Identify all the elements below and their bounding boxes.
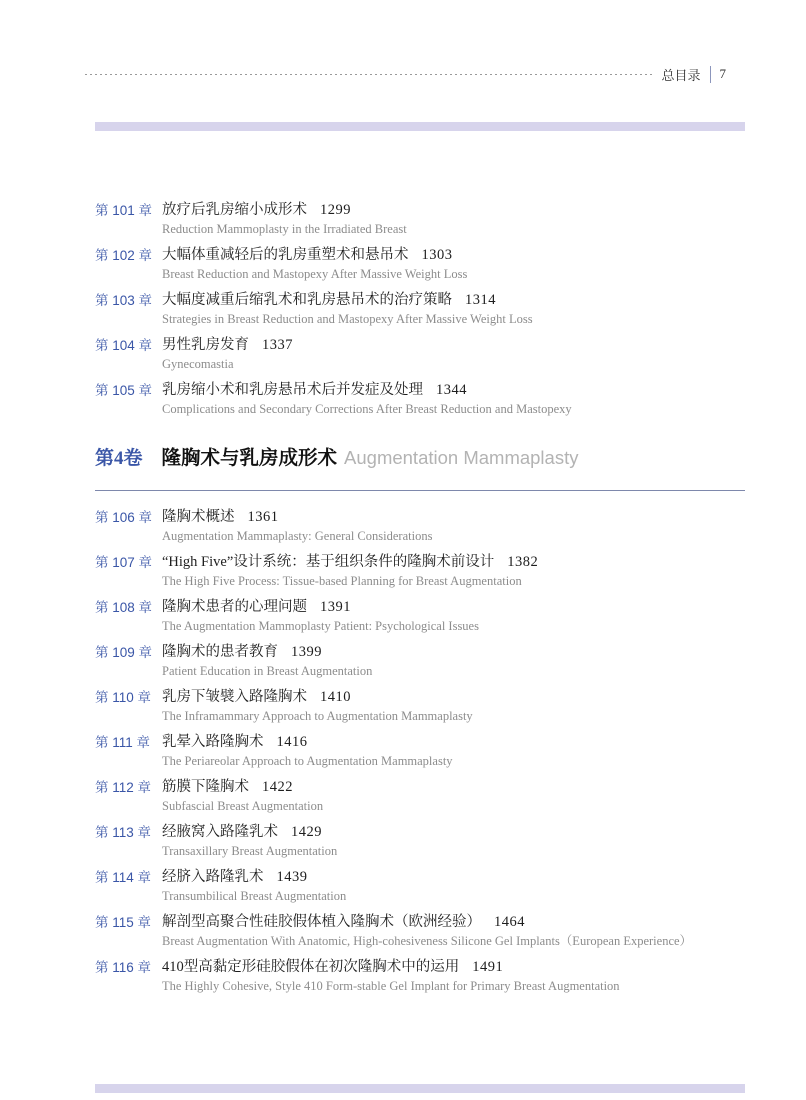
chapter-title-zh: 筋膜下隆胸术 [162, 779, 249, 795]
chapter-page-number: 1391 [320, 599, 351, 615]
volume-header [95, 444, 745, 473]
chapter-entry-body [162, 732, 745, 770]
chapter-title-en: Gynecomastia [162, 357, 234, 371]
chapter-entry-body [162, 335, 745, 373]
chapter-entry-body [162, 822, 745, 860]
toc-entry [95, 642, 745, 680]
chapter-title-line [162, 380, 745, 401]
chapter-number: 第 111 章 [95, 735, 151, 750]
chapter-title-zh: 隆胸术概述 [162, 509, 235, 525]
chapter-title-line [162, 245, 745, 266]
chapter-title-en: The Periareolar Approach to Augmentation Mammaplasty [162, 754, 453, 768]
chapter-title-line [162, 777, 745, 798]
chapter-page-number: 1361 [247, 509, 279, 525]
chapter-number: 第 108 章 [95, 600, 153, 615]
chapter-entry-body [162, 597, 745, 635]
toc-entry [95, 335, 745, 373]
chapter-title-zh: 解剖型高聚合性硅胶假体植入隆胸术（欧洲经验） [162, 914, 481, 930]
chapter-title-line [162, 822, 745, 843]
chapter-title-en: The High Five Process: Tissue-based Planning for Breast Augmentation [162, 574, 522, 588]
toc-entry [95, 822, 745, 860]
chapter-number: 第 116 章 [95, 960, 152, 975]
dashed-rule [85, 74, 653, 75]
chapter-title-line [162, 642, 745, 663]
chapter-title-zh: “High Five”设计系统：基于组织条件的隆胸术前设计 [162, 554, 495, 570]
chapter-title-line [162, 507, 745, 528]
toc-entry [95, 732, 745, 770]
chapter-number: 第 113 章 [95, 825, 152, 840]
chapter-entry-body [162, 552, 745, 590]
chapter-title-en: The Augmentation Mammoplasty Patient: Psychological Issues [162, 619, 479, 633]
toc-content [95, 200, 745, 1002]
chapter-title-en: The Highly Cohesive, Style 410 Form-stable Gel Implant for Primary Breast Augmentation [162, 979, 620, 993]
chapter-number: 第 109 章 [95, 645, 153, 660]
chapter-title-en: Patient Education in Breast Augmentation [162, 664, 373, 678]
top-accent-bar [95, 122, 745, 131]
chapter-title-zh: 乳晕入路隆胸术 [162, 734, 264, 750]
chapter-title-zh: 大幅体重减轻后的乳房重塑术和悬吊术 [162, 247, 409, 263]
toc-entry [95, 912, 745, 950]
toc-entry [95, 290, 745, 328]
chapter-entry-body [162, 777, 745, 815]
volume-title-zh: 隆胸术与乳房成形术 [161, 447, 338, 469]
chapter-page-number: 1399 [291, 644, 322, 660]
chapter-title-zh: 隆胸术的患者教育 [162, 644, 278, 660]
chapter-title-zh: 410型高黏定形硅胶假体在初次隆胸术中的运用 [162, 959, 460, 975]
toc-entry [95, 507, 745, 545]
chapter-entry-body [162, 687, 745, 725]
volume-number: 第4卷 [95, 448, 143, 469]
chapter-title-zh: 放疗后乳房缩小成形术 [162, 202, 307, 218]
chapter-page-number: 1429 [291, 824, 322, 840]
chapter-title-line [162, 597, 745, 618]
toc-entry [95, 200, 745, 238]
chapter-number: 第 105 章 [95, 383, 153, 398]
header-divider [710, 66, 711, 83]
chapter-entry-body [162, 642, 745, 680]
chapter-page-number: 1464 [494, 914, 525, 930]
chapter-title-zh: 乳房缩小术和乳房悬吊术后并发症及处理 [162, 382, 423, 398]
toc-entry [95, 777, 745, 815]
chapter-entry-body [162, 957, 745, 995]
chapter-page-number: 1299 [320, 202, 351, 218]
toc-section-label: 总目录 [661, 67, 701, 83]
chapter-title-zh: 经脐入路隆乳术 [162, 869, 264, 885]
chapter-number: 第 106 章 [95, 510, 153, 525]
toc-entry [95, 687, 745, 725]
volume-title-en: Augmentation Mammaplasty [344, 447, 579, 468]
chapter-page-number: 1303 [421, 247, 453, 263]
chapter-title-en: Breast Reduction and Mastopexy After Massive Weight Loss [162, 267, 468, 281]
chapter-title-zh: 经腋窝入路隆乳术 [162, 824, 278, 840]
toc-entry [95, 245, 745, 283]
chapter-title-zh: 大幅度减重后缩乳术和乳房悬吊术的治疗策略 [162, 292, 452, 308]
chapter-entry-body [162, 290, 745, 328]
chapter-title-en: Transaxillary Breast Augmentation [162, 844, 338, 858]
chapter-entry-body [162, 867, 745, 905]
chapter-title-line [162, 867, 745, 888]
chapter-number: 第 110 章 [95, 690, 152, 705]
chapter-title-line [162, 732, 745, 753]
chapter-entry-body [162, 245, 745, 283]
chapter-title-en: Transumbilical Breast Augmentation [162, 889, 347, 903]
toc-entry [95, 597, 745, 635]
chapter-entry-body [162, 507, 745, 545]
chapter-title-zh: 隆胸术患者的心理问题 [162, 599, 307, 615]
page-number: 7 [719, 66, 726, 81]
chapter-page-number: 1337 [262, 337, 293, 353]
chapter-page-number: 1416 [276, 734, 308, 750]
chapter-title-en: Reduction Mammoplasty in the Irradiated Breast [162, 222, 407, 236]
chapter-number: 第 112 章 [95, 780, 152, 795]
bottom-accent-bar [95, 1084, 745, 1093]
chapter-number: 第 104 章 [95, 338, 153, 353]
chapter-number: 第 107 章 [95, 555, 153, 570]
chapter-title-line [162, 290, 745, 311]
chapter-page-number: 1410 [320, 689, 351, 705]
toc-entry [95, 867, 745, 905]
toc-entry [95, 380, 745, 418]
chapter-title-line [162, 687, 745, 708]
toc-entry [95, 957, 745, 995]
chapter-number: 第 101 章 [95, 203, 153, 218]
volume-rule [95, 490, 745, 491]
chapter-page-number: 1422 [262, 779, 293, 795]
chapter-page-number: 1314 [465, 292, 496, 308]
chapter-title-en: Subfascial Breast Augmentation [162, 799, 324, 813]
chapter-title-en: Breast Augmentation With Anatomic, High-cohesiveness Silicone Gel Implants（European Experience） [162, 934, 693, 948]
chapter-title-en: Augmentation Mammaplasty: General Considerations [162, 529, 433, 543]
chapter-page-number: 1439 [276, 869, 308, 885]
chapter-title-line [162, 957, 745, 978]
chapter-title-en: Complications and Secondary Corrections After Breast Reduction and Mastopexy [162, 402, 572, 416]
chapter-number: 第 114 章 [95, 870, 152, 885]
chapter-title-line [162, 335, 745, 356]
toc-entry [95, 552, 745, 590]
chapter-number: 第 102 章 [95, 248, 153, 263]
chapter-page-number: 1344 [436, 382, 467, 398]
chapter-entry-body [162, 912, 745, 950]
chapter-page-number: 1491 [472, 959, 504, 975]
running-head [85, 64, 726, 84]
chapter-title-line [162, 912, 745, 933]
chapter-entry-body [162, 380, 745, 418]
chapter-entry-body [162, 200, 745, 238]
chapter-title-zh: 男性乳房发育 [162, 337, 249, 353]
chapter-title-en: The Inframammary Approach to Augmentation Mammaplasty [162, 709, 473, 723]
chapter-list-before-volume [95, 200, 745, 418]
chapter-page-number: 1382 [507, 554, 539, 570]
chapter-title-line [162, 552, 745, 573]
chapter-number: 第 103 章 [95, 293, 153, 308]
chapter-title-zh: 乳房下皱襞入路隆胸术 [162, 689, 307, 705]
chapter-number: 第 115 章 [95, 915, 152, 930]
chapter-title-line [162, 200, 745, 221]
chapter-list-in-volume [95, 507, 745, 995]
chapter-title-en: Strategies in Breast Reduction and Mastopexy After Massive Weight Loss [162, 312, 533, 326]
